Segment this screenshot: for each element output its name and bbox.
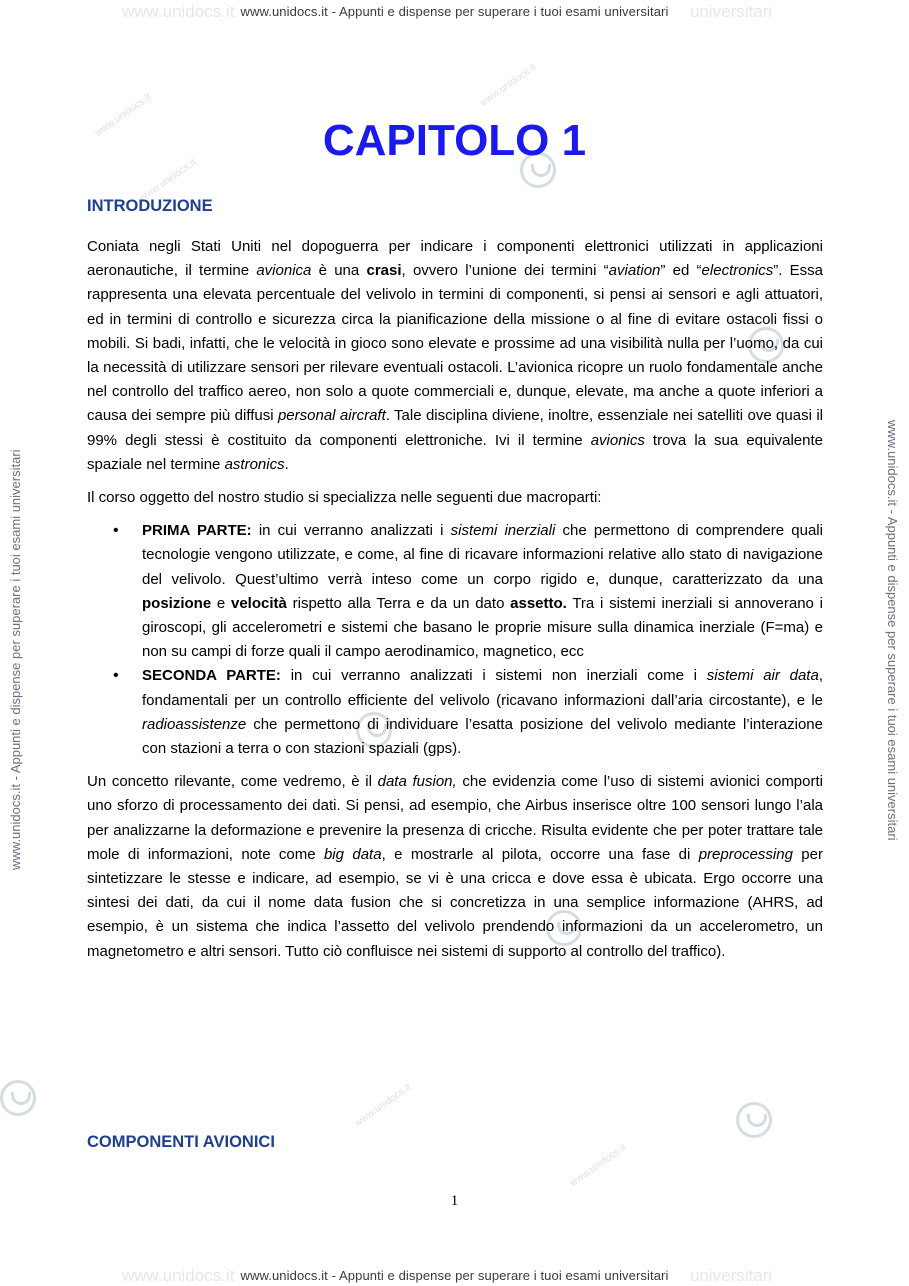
faint-watermark: www.unidocs.it — [567, 1142, 629, 1189]
list-item-prima-parte: • PRIMA PARTE: in cui verranno analizzati i sistemi inerziali che permettono di comprendere quali tecnologie vengono utilizzate, e come, al fine di ricavare informazioni relative allo stato di navigazione del velivolo. Quest’ultimo verrà inteso come un corpo rigido e, dunque, caratterizzato da una posizione e velocità rispetto alla Terra e da un dato assetto. Tra i sistemi inerziali si annoverano i giroscopi, gli accelerometri e sistemi che basano le proprie misure sulla dinamica inerziale (F=ma) e non su campi di forze quali il campo aerodinamico, magnetico, ecc — [142, 519, 823, 664]
faint-watermark: www.unidocs.it — [137, 157, 199, 204]
faint-watermark: www.unidocs.it — [477, 62, 539, 109]
section-heading-componenti: COMPONENTI AVIONICI — [87, 1133, 275, 1151]
page-number: 1 — [450, 1193, 459, 1209]
ghost-watermark-right: universitari — [690, 2, 773, 21]
footer-watermark: www.unidocs.it - Appunti e dispense per superare i tuoi esami universitari — [240, 1268, 669, 1283]
paragraph-data-fusion: Un concetto rilevante, come vedremo, è il data fusion, che evidenzia come l’uso di sistemi avionici comporti uno sforzo di processamento dei dati. Si pensi, ad esempio, che Airbus inserisce oltre 100 sensori lungo l’ala per analizzarne la deformazione e prevenire la presenza di cricche. Risulta evidente che per poter trattare tale mole di informazioni, note come big data, e mostrarle al pilota, occorre una fase di preprocessing per sintetizzare le stesse e indicare, ad esempio, se vi è una cricca e dove essa è ubicata. Ergo occorre una sintesi dei dati, da cui il nome data fusion che si concretizza in una semplice informazione (AHRS, ad esempio, è un sistema che indica l’assetto del velivolo prendendo informazioni da un accelerometro, un magnetometro e altri sensori. Tutto ciò confluisce nei sistemi di supporto al controllo del traffico). — [87, 773, 823, 960]
faint-watermark: www.unidocs.it — [92, 92, 154, 139]
list-item-seconda-parte: • SECONDA PARTE: in cui verranno analizzati i sistemi non inerziali come i sistemi air data, fondamentali per un controllo efficiente del velivolo (ricavano informazioni dall’aria circostante), e le radioassistenze che permettono di individuare l’esatta posizione del velivolo mediante l’interazione con stazioni a terra o con stazioni spaziali (gps). — [142, 664, 823, 761]
body-text — [87, 235, 823, 973]
unidocs-logo-icon — [0, 1080, 36, 1116]
paragraph-intro: Coniata negli Stati Uniti nel dopoguerra per indicare i componenti elettronici utilizzati in applicazioni aeronautiche, il termine avionica è una crasi, ovvero l’unione dei termini “aviation” ed “electronics”. Essa rappresenta una elevata percentuale del velivolo in termini di componenti, si pensi ai sensori e agli attuatori, ed in termini di controllo e sicurezza circa la pianificazione della missione o al fine di evitare ostacoli fissi o mobili. Si badi, infatti, che le velocità in gioco sono elevate e prossime ad una visibilità nulla per l’uomo, da cui la necessità di utilizzare sensori per rilevare eventuali ostacoli. L’avionica ricopre un ruolo fondamentale anche nel controllo del traffico aereo, non solo a quote commerciali e, dunque, elevate, ma anche a quote inferiori a causa dei sempre più diffusi personal aircraft. Tale disciplina diviene, inoltre, essenziale nei satelliti ove quasi il 99% degli stessi è costituito da componenti elettroniche. Ivi il termine avionics trova la sua equivalente spaziale nel termine astronics. — [87, 238, 824, 473]
faint-watermark: www.unidocs.it — [352, 1082, 414, 1129]
macroparts-list — [87, 519, 823, 761]
paragraph-course: Il corso oggetto del nostro studio si specializza nelle seguenti due macroparti: — [87, 489, 602, 507]
ghost-watermark-right-bottom: universitari — [690, 1266, 773, 1285]
chapter-title: CAPITOLO 1 — [322, 116, 587, 165]
unidocs-logo-icon — [736, 1102, 772, 1138]
section-heading-introduzione: INTRODUZIONE — [87, 197, 213, 215]
side-watermark-left: www.unidocs.it - Appunti e dispense per superare i tuoi esami universitari — [8, 449, 23, 870]
ghost-watermark-left-bottom: www.unidocs.it — [122, 1266, 235, 1285]
side-watermark-right: www.unidocs.it - Appunti e dispense per superare i tuoi esami universitari — [885, 420, 900, 841]
header-watermark: www.unidocs.it - Appunti e dispense per superare i tuoi esami universitari — [240, 4, 669, 19]
ghost-watermark-left: www.unidocs.it — [122, 2, 235, 21]
